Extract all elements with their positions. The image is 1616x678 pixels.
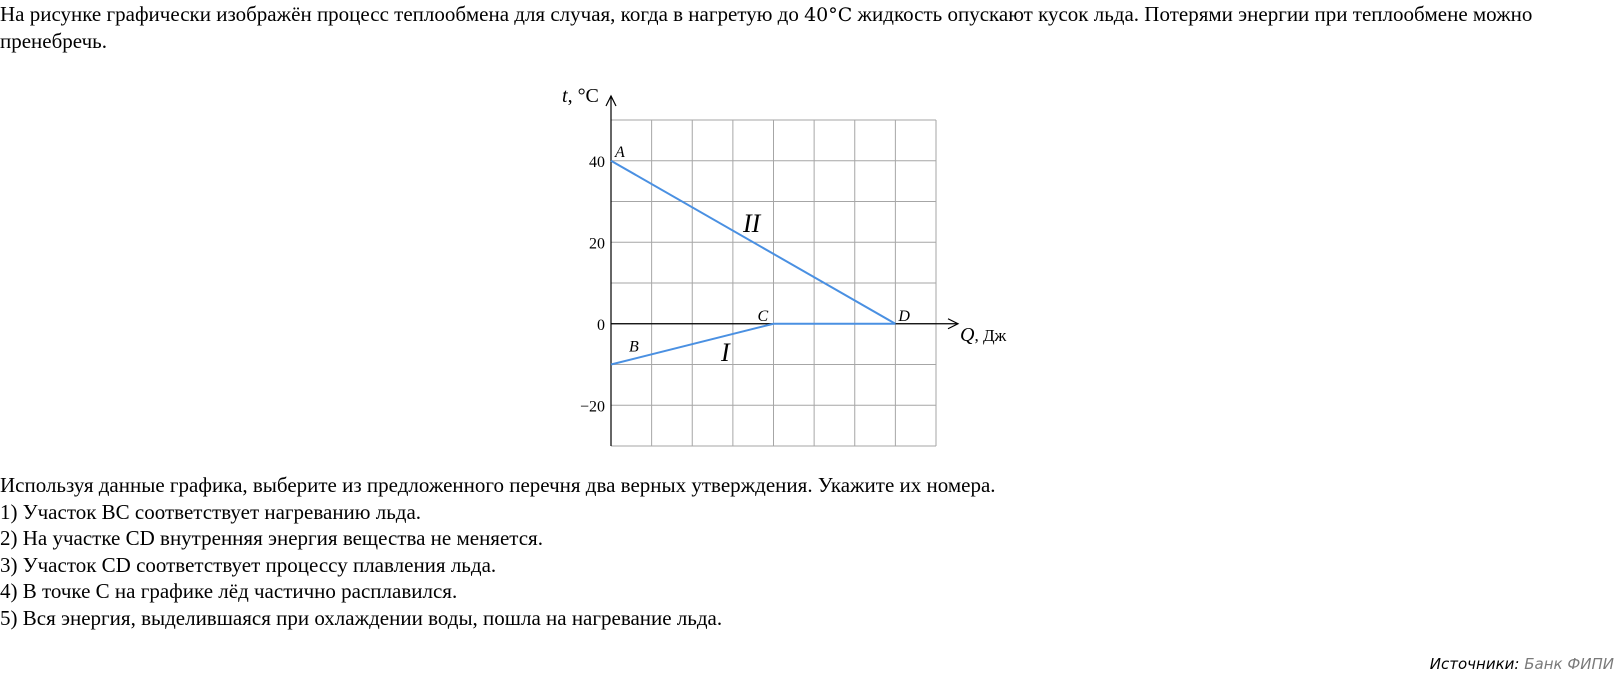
point-label-A: A xyxy=(615,143,625,161)
sources-label: Источники: xyxy=(1429,655,1520,673)
temperature-value: 40°C xyxy=(804,4,853,26)
task-text: Используя данные графика, выберите из предложенного перечня два верных утверждения. Укажите их номера. xyxy=(0,473,996,497)
option-3: 3) Участок CD соответствует процессу плавления льда. xyxy=(0,552,497,577)
chart-series xyxy=(611,161,895,365)
series-label-I: I xyxy=(721,338,730,367)
series-line-I xyxy=(611,324,895,365)
y-tick-label: −20 xyxy=(579,398,605,416)
series-label-II: II xyxy=(743,209,761,238)
x-axis-unit: , Дж xyxy=(974,325,1007,345)
point-label-B: B xyxy=(629,338,639,356)
option-4: 4) В точке C на графике лёд частично расплавился. xyxy=(0,579,458,603)
intro-after: жидкость опускают кусок льда. Потерями энергии при теплообмене можно пренебречь. xyxy=(0,2,1533,53)
y-tick-label: 20 xyxy=(589,235,605,253)
sources-value[interactable]: Банк ФИПИ xyxy=(1524,655,1614,673)
y-tick-label: 40 xyxy=(589,153,605,171)
x-axis-title xyxy=(960,324,1007,346)
y-axis-title xyxy=(562,85,599,107)
problem-intro xyxy=(0,1,1540,54)
option-5: 5) Вся энергия, выделившаяся при охлаждении воды, пошла на нагревание льда. xyxy=(0,605,723,630)
y-tick-label: 0 xyxy=(597,316,605,334)
intro-before: На рисунке графически изображён процесс теплообмена для случая, когда в нагретую до xyxy=(0,2,805,26)
y-axis-var: t xyxy=(562,85,568,107)
chart-grid xyxy=(611,120,936,446)
question-block xyxy=(0,472,996,631)
sources-line xyxy=(1430,655,1614,673)
option-2: 2) На участке CD внутренняя энергия вещества не меняется. xyxy=(0,526,543,550)
chart-labels xyxy=(562,85,1007,415)
chart-axes xyxy=(606,96,958,446)
heat-exchange-chart xyxy=(560,84,1060,464)
x-axis-var: Q xyxy=(960,323,975,346)
point-label-D: D xyxy=(898,307,910,325)
option-1: 1) Участок BC соответствует нагреванию льда. xyxy=(0,499,422,524)
point-label-C: C xyxy=(757,307,769,325)
y-axis-unit: , °C xyxy=(567,85,599,107)
